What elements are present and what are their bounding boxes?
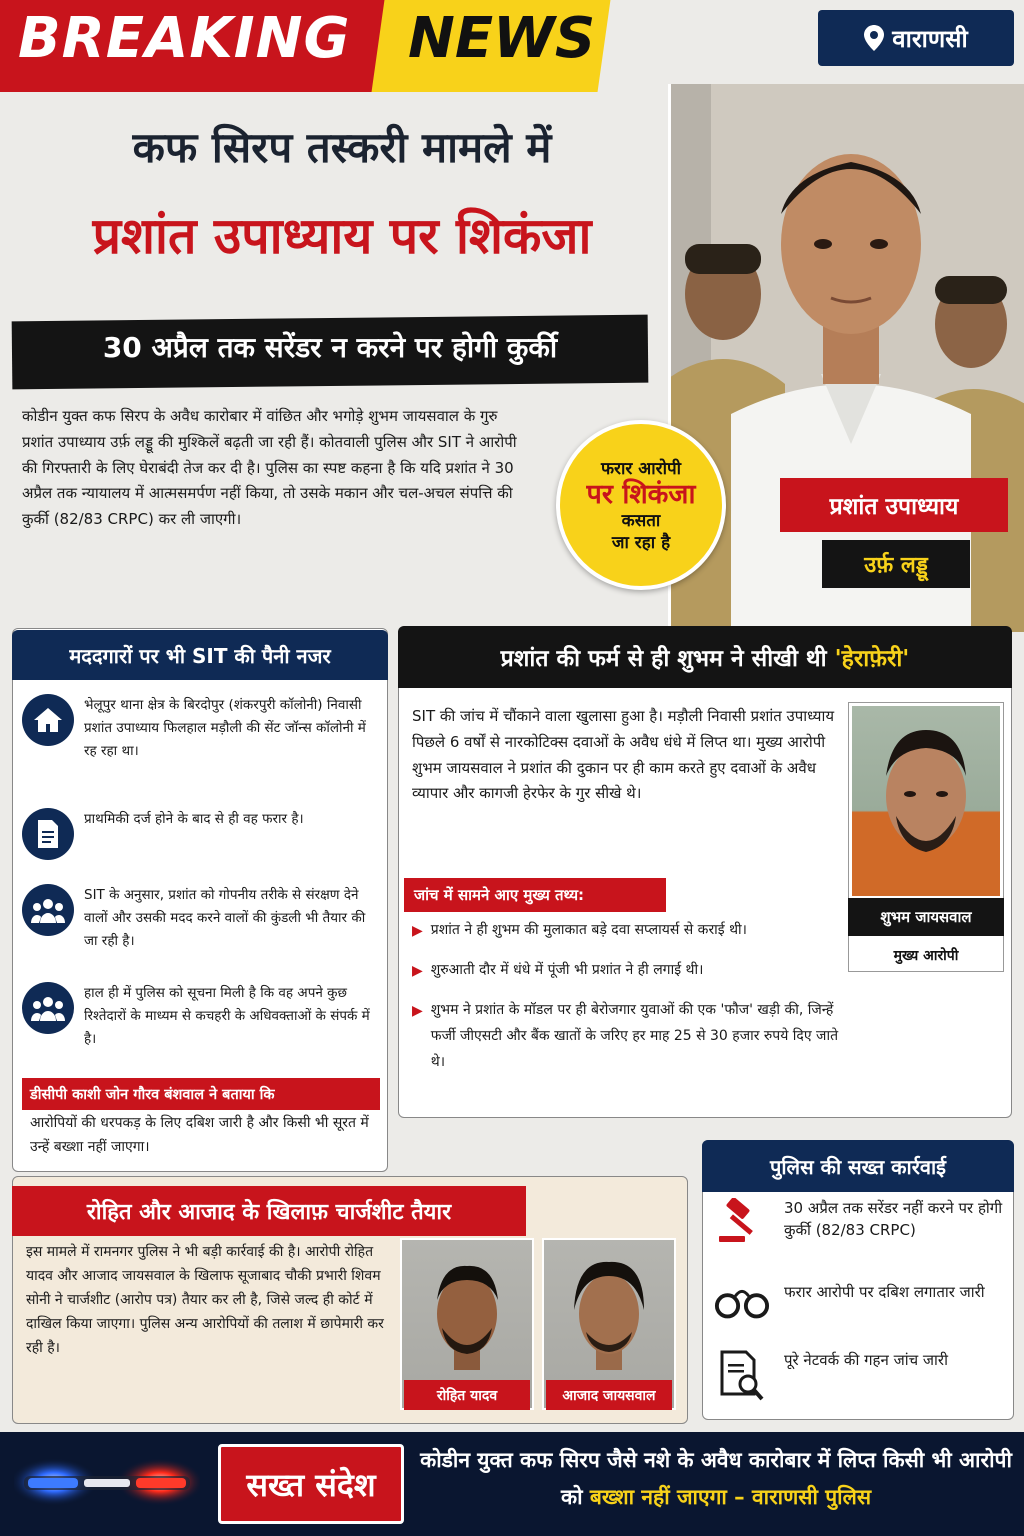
headline-line1: कफ सिरप तस्करी मामले में bbox=[132, 123, 552, 172]
location-badge bbox=[818, 10, 1014, 66]
chargesheet-text: इस मामले में रामनगर पुलिस ने भी बड़ी कार्रवाई की है। आरोपी रोहित यादव और आजाद जायसवाल के खिलाफ सूजाबाद चौकी प्रभारी शिवम सोनी ने चार्जशीट (आरोप पत्र) तैयार कर ली है, जिसे जल्द ही कोर्ट में दाखिल किया जाएगा। पुलिस अन्य आरोपियों की तलाश में छापेमारी कर रही है। bbox=[26, 1244, 384, 1357]
dcp-text: आरोपियों की धरपकड़ के लिए दबिश जारी है और किसी भी सूरत में उन्हें बख्शा नहीं जाएगा। bbox=[30, 1115, 369, 1155]
subline: 30 अप्रैल तक सरेंडर न करने पर होगी कुर्की bbox=[102, 331, 558, 364]
shubham-photo bbox=[852, 706, 1000, 896]
fact-text: प्रशांत ने ही शुभम की मुलाकात बड़े दवा सप्लायर्स से कराई थी। bbox=[430, 922, 747, 938]
sit-item bbox=[22, 982, 382, 1051]
shubham-caption: मुख्य आरोपी bbox=[893, 947, 959, 964]
footer-message bbox=[418, 1442, 1014, 1516]
police-action-item bbox=[714, 1282, 1008, 1322]
firm-title-highlight: 'हेराफ़ेरी' bbox=[834, 646, 910, 672]
sit-item bbox=[22, 884, 382, 953]
azad-name: आजाद जायसवाल bbox=[546, 1380, 672, 1410]
footer-text-main: कोडीन युक्त कफ सिरप जैसे नशे के अवैध कारोबार में लिप्त किसी भी आरोपी को bbox=[420, 1448, 1012, 1509]
intro-paragraph: कोडीन युक्त कफ सिरप के अवैध कारोबार में वांछित और भगोड़े शुभम जायसवाल के गुरु प्रशांत उपाध्याय उर्फ़ लड्डू की मुश्किलें बढ़ती जा रही हैं। कोतवाली पुलिस और SIT ने आरोपी की गिरफ्तारी के लिए घेराबंदी तेज कर दी है। पुलिस का स्पष्ट कहना है कि यदि प्रशांत ने 30 अप्रैल तक न्यायालय में आत्मसमर्पण नहीं किया, तो उसके मकान और चल-अचल संपत्ति की कुर्की (82/83 CRPC) कर ली जाएगी। bbox=[22, 407, 517, 529]
arrow-icon: ▶ bbox=[412, 1003, 423, 1019]
fact-item bbox=[412, 918, 852, 945]
footer-text-highlight: बख्शा नहीं जाएगा bbox=[589, 1484, 727, 1509]
investigation-icon bbox=[714, 1350, 770, 1402]
shubham-name: शुभम जायसवाल bbox=[848, 898, 1004, 936]
police-action-item bbox=[714, 1350, 1008, 1402]
footer-label: सख्त संदेश bbox=[218, 1444, 404, 1524]
news-label: NEWS bbox=[408, 6, 596, 71]
police-action-text: फरार आरोपी पर दबिश लगातार जारी bbox=[784, 1283, 985, 1301]
sit-item-text: SIT के अनुसार, प्रशांत को गोपनीय तरीके से संरक्षण देने वालों और उसकी मदद करने वालों की कुंडली भी तैयार की जा रही है। bbox=[84, 887, 366, 949]
fact-text: शुरुआती दौर में धंधे में पूंजी भी प्रशांत ने ही लगाई थी। bbox=[430, 962, 704, 978]
firm-text: SIT की जांच में चौंकाने वाला खुलासा हुआ है। मड़ौली निवासी प्रशांत उपाध्याय पिछले 6 वर्षों से नारकोटिक्स दवाओं के अवैध धंधे में लिप्त था। मुख्य आरोपी शुभम जायसवाल ने प्रशांत की दुकान पर ही काम करते हुए दवाओं के अवैध व्यापार और कागजी हेरफेर के गुर सीखे थे। bbox=[412, 707, 835, 803]
facts-heading: जांच में सामने आए मुख्य तथ्य: bbox=[404, 878, 666, 912]
police-action-text: 30 अप्रैल तक सरेंडर नहीं करने पर होगी कुर्की (82/83 CRPC) bbox=[784, 1199, 1003, 1239]
sit-item bbox=[22, 808, 382, 860]
badge-line1: फरार आरोपी bbox=[600, 458, 682, 479]
sit-box-title: मददगारों पर भी SIT की पैनी नजर bbox=[12, 630, 388, 680]
sit-item bbox=[22, 694, 382, 763]
handcuffs-icon bbox=[714, 1282, 770, 1322]
badge-line4: जा रहा है bbox=[611, 533, 671, 554]
footer-text-signature: – वाराणसी पुलिस bbox=[734, 1484, 872, 1509]
police-action-text: पूरे नेटवर्क की गहन जांच जारी bbox=[784, 1351, 948, 1369]
chargesheet-title: रोहित और आजाद के खिलाफ़ चार्जशीट तैयार bbox=[12, 1186, 526, 1236]
siren-lights-icon bbox=[14, 1448, 200, 1522]
people-icon bbox=[22, 884, 74, 936]
firm-title-text: प्रशांत की फर्म से ही शुभम ने सीखी थी bbox=[500, 646, 827, 672]
badge-line2: पर शिकंजा bbox=[586, 478, 696, 510]
arrow-icon: ▶ bbox=[412, 923, 423, 939]
arrow-icon: ▶ bbox=[412, 963, 423, 979]
breaking-label: BREAKING bbox=[18, 6, 351, 71]
fact-item bbox=[412, 998, 842, 1076]
firm-box-title bbox=[398, 626, 1012, 688]
house-icon bbox=[22, 694, 74, 746]
sit-item-text: प्राथमिकी दर्ज होने के बाद से ही वह फरार है। bbox=[84, 811, 304, 827]
accused-alias: उर्फ़ लड्डू bbox=[822, 540, 970, 588]
accused-name: प्रशांत उपाध्याय bbox=[780, 478, 1008, 532]
rohit-name: रोहित यादव bbox=[404, 1380, 530, 1410]
location-pin-icon bbox=[864, 25, 884, 51]
absconding-badge bbox=[556, 420, 726, 590]
location-text: वाराणसी bbox=[892, 24, 968, 53]
people-icon bbox=[22, 982, 74, 1034]
sit-item-text: भेलूपुर थाना क्षेत्र के बिरदोपुर (शंकरपुरी कॉलोनी) निवासी प्रशांत उपाध्याय फिलहाल मड़ौली की सेंट जॉन्स कॉलोनी में रह रहा था। bbox=[84, 697, 366, 759]
police-action-title: पुलिस की सख्त कार्रवाई bbox=[702, 1140, 1014, 1192]
badge-line3: कसता bbox=[621, 510, 661, 531]
gavel-icon bbox=[714, 1198, 770, 1244]
police-action-item bbox=[714, 1198, 1008, 1244]
headline-line2: प्रशांत उपाध्याय पर शिकंजा bbox=[92, 207, 592, 265]
fact-text: शुभम ने प्रशांत के मॉडल पर ही बेरोजगार युवाओं की एक 'फौज' खड़ी की, जिन्हें फर्जी जीएसटी और बैंक खातों के जरिए हर माह 25 से 30 हजार रुपये दिए जाते थे। bbox=[430, 1002, 839, 1070]
dcp-heading: डीसीपी काशी जोन गौरव बंशवाल ने बताया कि bbox=[22, 1078, 380, 1110]
fact-item bbox=[412, 958, 852, 985]
document-icon bbox=[22, 808, 74, 860]
sit-item-text: हाल ही में पुलिस को सूचना मिली है कि वह अपने कुछ रिश्तेदारों के माध्यम से कचहरी के अधिवक्ताओं के संपर्क में है। bbox=[84, 985, 370, 1047]
